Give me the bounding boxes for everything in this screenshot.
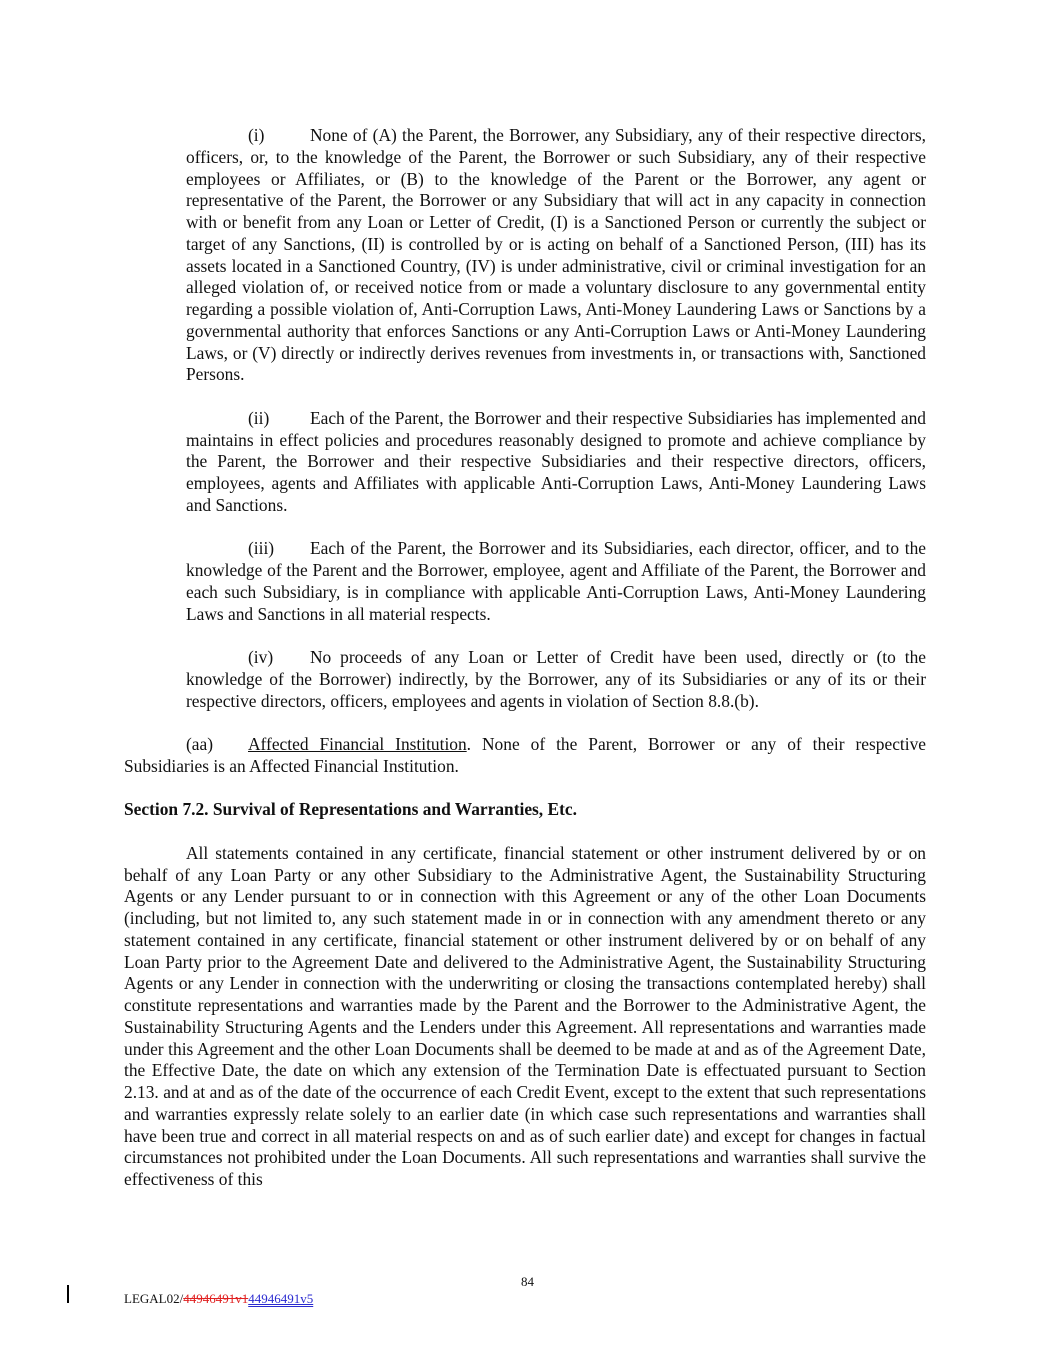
paragraph-aa — [124, 734, 926, 778]
paragraph-label: (iv) — [248, 647, 274, 667]
inserted-doc-id: 44946491v5 — [248, 1291, 314, 1306]
paragraph-label: (i) — [248, 125, 265, 145]
document-id-footer — [124, 1288, 313, 1310]
paragraph-text: Each of the Parent, the Borrower and their respective Subsidiaries has implemented and maintains in effect policies and procedures reasonably designed to promote and achieve compliance by the Parent, the Borrower and their respective Subsidiaries and their respective directors, officers, employees, agents and Affiliates with applicable Anti-Corruption Laws, Anti-Money Laundering Laws and Sanctions. — [186, 407, 926, 515]
paragraph-text: None of (A) the Parent, the Borrower, any Subsidiary, any of their respective directors, officers, or, to the knowledge of the Parent, the Borrower or such Subsidiary, any of their respective employees or Affiliates, or (B) to the knowledge of the Parent or the Borrower, any agent or representative of the Parent, the Borrower or any Subsidiary that will act in any capacity in connection with or benefit from any Loan or Letter of Credit, (I) is a Sanctioned Person or currently the subject or target of any Sanctions, (II) is controlled by or is acting on behalf of a Sanctioned Person, (III) has its assets located in a Sanctioned Country, (IV) is under administrative, civil or criminal investigation for an alleged violation of, or received notice from or made a voluntary disclosure to any governmental entity regarding a possible violation of, Anti-Corruption Laws, Anti-Money Laundering Laws or Sanctions by a governmental authority that enforces Sanctions or any Anti-Corruption Laws or Anti-Money Laundering Laws, or (V) directly or indirectly derives revenues from investments in, or transactions with, Sanctioned Persons. — [186, 125, 926, 385]
paragraph-iv — [186, 647, 926, 712]
paragraph-text: Each of the Parent, the Borrower and its Subsidiaries, each director, officer, and to the knowledge of the Parent and the Borrower, employee, agent and Affiliate of the Parent, the Borrower and each such Subsidiary, is in compliance with applicable Anti-Corruption Laws, Anti-Money Laundering Laws and Sanctions in all material respects. — [186, 538, 926, 624]
paragraph-label: (ii) — [248, 407, 270, 428]
deleted-doc-id: 44946491v1 — [183, 1291, 249, 1306]
change-bar — [67, 1285, 69, 1303]
paragraph-title: Affected Financial Institution — [248, 734, 467, 754]
page-number: 84 — [521, 1274, 534, 1289]
paragraph-text: No proceeds of any Loan or Letter of Credit have been used, directly or (to the knowledge of the Borrower) indirectly, by the Borrower, any of its Subsidiaries or any of its or their respective directors, officers, employees and agents in violation of Section 8.8.(b). — [186, 647, 926, 711]
section-heading: Section 7.2. Survival of Representations and Warranties, Etc. — [124, 799, 577, 820]
paragraph-iii — [186, 538, 926, 625]
paragraph-label: (aa) — [186, 734, 214, 754]
section-body: All statements contained in any certificate, financial statement or other instrument delivered by or on behalf of any Loan Party or any other Subsidiary to the Administrative Agent, the Sustainability Structuring Agents or any Lender pursuant to or in connection with this Agreement or any of the other Loan Documents (including, but not limited to, any such statement made in or in connection with any amendment thereto or any statement contained in any certificate, financial statement or other instrument delivered by or on behalf of any Loan Party prior to the Agreement Date and delivered to the Administrative Agent, the Sustainability Structuring Agents or any Lender in connection with the underwriting or closing the transactions contemplated hereby) shall constitute representations and warranties made by the Parent and the Borrower to the Administrative Agent, the Sustainability Structuring Agents and the Lenders under this Agreement. All representations and warranties made under this Agreement and the other Loan Documents shall be deemed to be made at and as of the Agreement Date, the Effective Date, the date on which any extension of the Termination Date is effectuated pursuant to Section 2.13. and at and as of the date of the occurrence of each Credit Event, except to the extent that such representations and warranties expressly relate solely to an earlier date (in which case such representations and warranties shall have been true and correct in all material respects on and as of such earlier date) and except for changes in factual circumstances not prohibited under the Loan Documents. All such representations and warranties shall survive the effectiveness of this — [124, 842, 926, 1189]
document-page — [124, 125, 926, 1213]
paragraph-i — [186, 125, 926, 386]
paragraph-text: . None of the Parent, Borrower or any of their respective Subsidiaries is an Affected Financial Institution. — [124, 734, 926, 776]
paragraph-label: (iii) — [248, 538, 275, 559]
doc-prefix: LEGAL02/ — [124, 1291, 184, 1306]
paragraph-ii — [186, 408, 926, 517]
